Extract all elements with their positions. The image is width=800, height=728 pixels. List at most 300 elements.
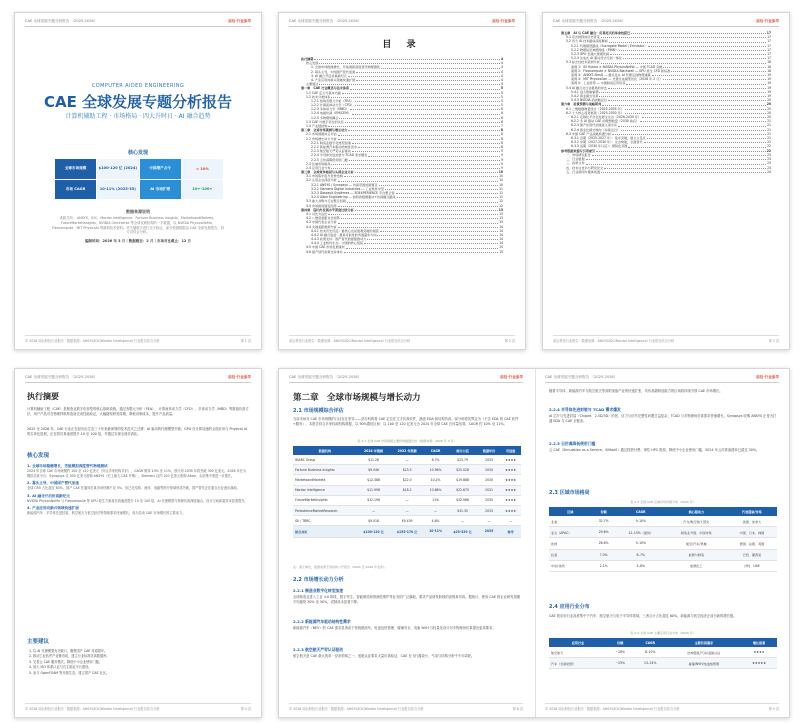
section-2-2-3-title: 2.2.3 航空航天严苛认证驱动 (293, 647, 344, 652)
toc-entry-page: 4 (500, 57, 503, 61)
toc-entry-page: 11 (499, 195, 503, 200)
toc-entry-page: 21 (767, 119, 771, 124)
compile-date: 编制时间：2026 年 3 月｜数据截至：2 月｜市场对比截止：12 月 (84, 239, 192, 243)
table-header-cell: 增长前景 (741, 638, 777, 647)
toc-entry-text: 5.1 范式转移的历史背景 (566, 35, 600, 40)
toc-leader (344, 174, 498, 177)
table-cell: ~25% (607, 658, 634, 669)
toc-leader (346, 245, 498, 248)
toc-entry-page: 19 (767, 81, 771, 86)
toc-entry-text: 6.3 中国 CAE 产业战略机遇分析 (566, 131, 612, 136)
toc-entry-text: 3.2.2 Siemens Digital Industries — 工业软件中坚 (311, 186, 384, 191)
toc-leader (341, 216, 498, 219)
finding-text: NVIDIA PhysicsNeMo 与 Flexcompute 等 GPU 原生方案将仿真速度提升 10 至 100 倍，AI 代理模型与物理仿真深度融合，设计空间探索效率显著提升。 (27, 498, 248, 503)
table-cell: ★★★★ (500, 455, 521, 465)
table-cell: — (390, 455, 424, 465)
toc-entry-page: 23 (767, 152, 771, 157)
table-cell: $32.988 (447, 495, 478, 505)
toc-entry-text: 2.4 应用行业分布 (306, 165, 331, 170)
toc-entry-page: 21 (767, 131, 771, 136)
toc-leader (319, 82, 500, 85)
toc-leader (628, 144, 766, 147)
toc-entry-page: 5 (501, 103, 503, 108)
section-2-3-title: 2.3 区域市场格局 (549, 490, 590, 496)
table-cell: — (390, 505, 424, 515)
toc-entry-text: 案例 3：ANSYS SimAI — 傻瓜化从 AI 代理走到物理建模 (571, 73, 651, 78)
toc-entry-page: 4 (501, 77, 503, 82)
toc-entry-page: 20 (767, 98, 771, 103)
spread-divider (535, 369, 536, 717)
toc-leader (397, 195, 499, 198)
toc-entry-text: 三、政策文件 (566, 161, 585, 166)
metric-label: 市场 CAGR (55, 180, 96, 200)
findings-title: 核心发现 (27, 453, 50, 459)
toc-leader (623, 56, 766, 59)
cover-page[interactable] (14, 12, 262, 350)
toc-entry-text: 四、技术白皮书与研究论文 (566, 165, 604, 170)
toc-entry-text: 3.2.1 ANSYS / Synopsys — 仿真帝国的新篇章 (311, 182, 378, 187)
table-cell: 参考 (500, 526, 521, 537)
toc-leader (348, 128, 499, 131)
toc-leader (377, 233, 498, 236)
toc-entry-text: 5.4.2 商业模式变革 (571, 94, 599, 99)
exec-intro-2: 2025 至 2026 年，CAE 行业正在经历由生态三十年来最深刻的技术范式之迁移：AI 驱动的代理模型突破、GPU 在计算加速的全面应用与 Physical AI 的实体化进展，正在将仿真速度提升 10 至 100 倍，并通过实现全面仿真化。 (27, 427, 248, 436)
toc-entry-text: 6.1 二维数据增量统计（2025-2035 年） (566, 106, 624, 111)
metric-value: $100-120 亿 (2024) (97, 159, 138, 179)
toc-leader (652, 73, 767, 76)
toc-entry-page: 9 (501, 161, 503, 166)
table-cell: ★★★★ (500, 495, 521, 505)
table-cell: $155-170 亿 (390, 526, 424, 537)
table-cell: 制造业升级、中国市场 (666, 527, 727, 538)
toc-leader (352, 149, 500, 152)
footer-source: © 2026 前沿科技行业报告 · 数据来源：ANSYS/IDC/Mordor Intelligence/ 行业报告综合分析 (545, 707, 680, 711)
toc-entry-text: 3.4 市场格局演变趋势 (306, 203, 337, 208)
header-brand: 前沿·行业参考 (500, 375, 523, 379)
table-cell: 欧洲 (549, 538, 592, 549)
table-cell: ~28% (607, 647, 634, 658)
table-cell: 综合共识 (293, 526, 357, 537)
toc-entry-text: 2.2.1 制造业数字化转型加速 (311, 140, 351, 145)
header-title: CAE 全球发展专题分析报告 （2025-2026） (289, 19, 362, 23)
table-header-cell: 份额 (607, 638, 634, 647)
toc-entry-page: 17 (767, 35, 771, 40)
toc-entry-text: 4.6 国产替代政策支持体系 (306, 249, 343, 254)
table-cell: 10.96% (424, 465, 447, 475)
page-footer (553, 335, 779, 343)
table-header-cell: 份额 (592, 507, 616, 516)
toc-leader (586, 157, 767, 160)
table-cell: 2031 (478, 485, 500, 495)
toc-entry-text: 3.2 头部企业深度分析 (306, 178, 337, 183)
table-row (549, 549, 777, 560)
toc-leader (355, 208, 498, 211)
toc-entry-text: 第三章 全球竞争格局与头部企业分析 (301, 170, 354, 175)
toc-entry-page: 18 (767, 68, 771, 73)
toc-entry-text: 5.3 标志性技术案例分析 (566, 60, 600, 65)
toc-leader (338, 204, 498, 207)
table-cell: 13–14% (634, 658, 667, 669)
table-cell: Mordor Intelligence (293, 485, 357, 495)
toc-entry-text: 6.2.4 商业化模式转向（持续运行） (571, 127, 621, 132)
toc-entry[interactable] (561, 170, 771, 174)
exec-title: 执行摘要 (27, 392, 59, 401)
toc-entry-page: 14 (499, 228, 503, 233)
table-cell: ★★★★ (500, 475, 521, 485)
table-cell: 10-11% (424, 526, 447, 537)
toc-entry-text: 第六章 前景预测与战略研判 (561, 102, 602, 107)
table-cell: 32.7% (592, 516, 616, 527)
toc-entry-text: 案例 4：MIT PhysicsGen — 光谱生成模型优化（2026 年 2 月） (571, 77, 663, 82)
toc-entry-page: 14 (499, 232, 503, 237)
toc-leader (331, 166, 500, 169)
table-cell: 能源与制造 (666, 549, 727, 560)
recommendations-list (29, 649, 249, 676)
header-brand: 前沿·行业参考 (756, 19, 779, 23)
toc-entry-text: 6.3.2 中期（2027-2030 年）：生态构建，全面替代 (571, 140, 643, 145)
toc-leader (601, 60, 766, 63)
table-cell: 9–10% (616, 516, 666, 527)
footer-source: 前沿科技行业报告 · 数据来源：ANSYS/IDC/Mordor Intelligence/ 行业报告综合分析 (553, 339, 675, 343)
toc-entry-page: 6 (501, 111, 503, 116)
table-cell: 5–6% (616, 560, 666, 571)
executive-summary-page[interactable] (14, 368, 262, 718)
toc-entry-text: 2.2 市场增长动力分析 (306, 136, 337, 141)
table-row (549, 527, 777, 538)
table-cell: $22.0 (390, 475, 424, 485)
region-table-caption: 表 2-3 全球 CAE 区域市场份额分布（2024 年） (630, 500, 696, 504)
toc-entry-text: 2.1 市场规模综合评估 (306, 132, 337, 137)
toc-leader (348, 74, 500, 77)
table-cell: — (357, 505, 391, 515)
toc-entry-page: 4 (501, 65, 503, 70)
toc-entry-text: 5.4 AI 融合对行业格局的冲击 (566, 85, 607, 90)
finding-heading: 4. 产业应用向新兴领域快速扩展 (27, 506, 79, 510)
toc-leader (350, 86, 500, 89)
finding-heading: 3. AI 融合开启仿真新纪元 (27, 493, 70, 498)
toc-entry-text: 4.2 八维度差距对比矩阵 (306, 216, 340, 221)
toc-entry-page: 21 (767, 136, 771, 141)
page-header (553, 19, 779, 27)
toc-leader (602, 102, 765, 105)
table-cell: 8–10% (634, 647, 667, 658)
toc-entry-text: 第一章 CAE 行业概述与技术体系 (301, 86, 350, 91)
toc-entry-page: 24 (767, 169, 771, 174)
toc-entry-page: 17 (766, 31, 771, 35)
industry-table (549, 638, 777, 669)
toc-entry-page: 19 (767, 94, 771, 99)
toc-entry-page: 9 (501, 149, 503, 154)
toc-leader (347, 199, 498, 202)
toc-entry-page: 20 (767, 110, 771, 115)
toc-entry-text: 五、行业新闻与媒体报道 (566, 169, 601, 174)
metric-value: 10-11% (2025-35) (97, 180, 138, 200)
toc-entry-page: 18 (767, 64, 771, 69)
toc-entry-page: 5 (500, 86, 503, 91)
table-cell: 6–7% (616, 549, 666, 560)
table-cell: MarketsandMarkets (293, 475, 357, 485)
header-title: CAE 全球发展专题分析报告 （2025-2026） (25, 375, 98, 379)
metric-label: 中国增产占今 (140, 159, 181, 179)
table-cell: 中国、日本、韩国 (727, 527, 777, 538)
toc-entry-page: 8 (501, 132, 503, 137)
industry-table-caption: 表 2-4 全球 CAE 主要应用行业分布（2024 年） (630, 631, 696, 635)
table-cell: 29.6% (592, 527, 616, 538)
toc-leader (640, 119, 766, 122)
page-number: 第 8 页 (512, 707, 523, 711)
finding-heading: 1. 全球市场稳健增长，芳能模拟深度替代物理测试 (27, 464, 108, 468)
table-row (293, 455, 521, 465)
toc-leader (618, 123, 766, 126)
table-cell: $31.35 (447, 505, 478, 515)
table-cell: 2033 (478, 455, 500, 465)
toc-entry-text: 第五章 AI 与 CAE 融合：仿真范式的革命性跃迁 (561, 31, 631, 35)
footer-source: © 2026 前沿科技行业报告 · 数据来源：ANSYS/IDC/Mordor Intelligence/ 行业报告综合分析 (25, 339, 160, 343)
toc-leader (338, 220, 498, 223)
toc-entry-page: 4 (501, 69, 503, 74)
page-number: 第 3 页 (768, 339, 779, 343)
table-row (293, 495, 521, 505)
table-cell: ★★★★ (500, 465, 521, 475)
table-cell: 汽车/航空航天领先 (666, 516, 727, 527)
toc-entry-text: 3. AI 融合开启仿真新纪元 (311, 73, 347, 78)
toc-entry-text: 1.2.1 结构有限元分析（FEA） (311, 98, 354, 103)
table-cell: 2.1% (592, 560, 616, 571)
toc-entry-page: 23 (767, 161, 771, 166)
toc-leader (352, 111, 500, 114)
toc-entry-page: 22 (767, 144, 771, 149)
toc-leader (314, 57, 499, 60)
toc-leader (601, 35, 766, 38)
toc-entry-text: 5.2 四大 AI 技术路线深度解析 (566, 39, 608, 44)
table-cell: $100-120 亿 (357, 526, 391, 537)
toc-entry-text: 1.3 CAE 与数字孪生的关系 (306, 119, 344, 124)
toc-leader (338, 132, 500, 135)
table-cell: 美国、加拿大 (727, 516, 777, 527)
toc-leader (586, 161, 767, 164)
table-cell: $9.018 (357, 516, 391, 526)
table-cell: 2033 (478, 505, 500, 515)
toc-entry-text: 参考数据来源与引用索引 (561, 148, 596, 153)
toc-entry-page: 14 (499, 241, 503, 246)
toc-entry-text: 6.3.3 远期（2030 年以后）：国际化突围 (571, 144, 628, 149)
toc-leader (331, 95, 500, 98)
exec-intro: 计算机辅助工程（CAE）是制造业数字化转型的核心基础设施。通过有限元分析（FEA）、计算流体动力学（CFD）、多体动力学（MBD）等数值仿真方法，用户产品可在物理样机制造前完成性能验证，大幅缩短研发周期，降低试制成本，提升产品质量。 (27, 407, 249, 416)
table-cell: 巴西、墨西哥 (727, 549, 777, 560)
toc-page[interactable] (278, 12, 526, 350)
section-2-2-2-title: 2.2.2 新能源汽车驱动结构性需求 (293, 619, 351, 624)
toc-entry-text: 执行摘要 (301, 57, 314, 61)
table-cell: ★★★★ (500, 485, 521, 495)
toc-entry-text: 6.2 十大核心趋势展望（2025-2030 年） (566, 110, 624, 115)
chapter2-spread[interactable] (278, 368, 790, 718)
table-cell: IMARC Group (293, 455, 357, 465)
table-cell: 10.68% (424, 485, 447, 495)
page-header (25, 19, 251, 27)
toc-entry-text: 2.2.4 半导体先进封装与 TCAD 需求爆发 (311, 153, 368, 158)
toc-leader (367, 237, 498, 240)
page-number: 第 4 页 (240, 707, 251, 711)
toc-entry-page: 11 (499, 186, 503, 191)
section-2-2-1-text: 全球制造业进入工业 4.0 阶段，数字孪生、智能制造和预测性维护等业务的广泛落地，要求产品研发阶段的高保真仿真。据统计，使用 CAE 的企业研发周期平均缩短 30% 至 50%，试制成本显著下降。 (293, 595, 521, 604)
toc-leader (344, 250, 498, 253)
page-footer (289, 335, 515, 343)
toc-leader (381, 65, 500, 68)
table-row (549, 560, 777, 571)
toc-leader (648, 44, 766, 47)
table-cell: 8.7% (424, 455, 447, 465)
header-brand: 前沿·行业参考 (228, 19, 251, 23)
section-2-2-2-text: 新能源汽车（BEV）的 CAE 需求显著高于传统燃油车。电池包热管理、碰撞安全、电驱 NVH 与轻量化设计对多物理场仿真提出更高要求。 (293, 626, 496, 630)
section-2-4-text: CAE 的应用行业高度集中于汽车、航空航天与电子半导体领域，三者合计占比超过 60%。新能源与低空经济正成为新的增长极。 (549, 614, 737, 618)
toc-entry-page: 9 (501, 165, 503, 170)
finding-heading: 2. 寡头主导，中国国产替代加速 (27, 481, 79, 485)
toc-entry-text: 2.3 区域市场格局 (306, 161, 331, 166)
table-cell: ★★★★★ (741, 658, 777, 669)
table-cell: 2030 (478, 475, 500, 485)
table-cell: 2035 (478, 526, 500, 537)
toc-leader (352, 141, 500, 144)
table-cell: 12–15%（最快） (616, 527, 666, 538)
table-cell: PersistenceMarketResearch (293, 505, 357, 515)
toc-list (301, 57, 503, 254)
table-cell: $25.028 (447, 465, 478, 475)
section-2-2-title: 2.2 市场增长动力分析 (293, 577, 344, 583)
toc-entry-text: 案例 1：Sil Hystra × NVIDIA PhysicsNeMo — 中国 TCAD 突破 (571, 64, 663, 69)
toc-entry-text: 4.4.4 工业软件生态：中国的核心短板 (311, 241, 364, 246)
table-row (549, 658, 777, 669)
toc-entry-page: 10 (499, 182, 503, 187)
data-source-text: 来源方面 ：ANSYS、IDC、Mordor Intelligence、Fortune Business Insights、MarketsandMarkets、FutureMarketInsights、NVIDIA Omniverse 等全球权威机构的一手数据，以 NVIDIA PhysicsNeMo、Flexcompute、MIT PhysicsAI 等最新技术资料。对关键数字进行交叉验证，部分预测数据由 CAE 全球发展报告，四方对综合分析。 (52, 216, 224, 235)
toc-leader (368, 153, 500, 156)
page-footer (25, 335, 251, 343)
footer-source: © 2026 前沿科技行业报告 · 数据来源：ANSYS/IDC/Mordor Intelligence/ 行业报告综合分析 (25, 707, 160, 711)
table-cell: $11.998 (357, 485, 391, 495)
table-cell: — (390, 495, 424, 505)
section-2-2-5-text: 云 CAE（Simulation as a Service，SiMaaS）通过按需付费、弹性 HPC 资源，降低中小企业使用门槛，2024 年云仿真渗透率已超过 30%。 (549, 448, 760, 452)
toc-title: 目 录 (382, 40, 422, 50)
toc-entry-page: 14 (499, 224, 503, 229)
page-footer (289, 703, 523, 711)
toc-entry-text: 2.2.2 新能源汽车驱动结构性需求 (311, 144, 357, 149)
toc-leader (592, 153, 766, 156)
table-header-cell: 2024 年规模 (357, 446, 391, 455)
toc-entry-text: 4.4.2 AI 融合追赶：最具可能性的弯道超车方向 (311, 232, 377, 237)
toc-leader (599, 94, 766, 97)
market-size-table (293, 446, 521, 538)
toc-entry-page: 20 (767, 106, 771, 111)
toc-entry-text: 6.3.1 近期（2025-2027 年）：集中突破，建立立足点 (571, 136, 646, 141)
toc-entry-text: 4.4.1 技术历史沉淀：最核心也是最难突破的差距 (311, 228, 379, 233)
toc-entry-text: 4. 产业应用向新兴领域快速扩展 (311, 77, 356, 82)
table-cell: Fortune Business Insights (293, 465, 357, 475)
table-cell: $18.2 (390, 485, 424, 495)
toc-entry-text: 2. 寡头主导，中国国产替代加速 (311, 69, 356, 74)
toc-leader (647, 136, 766, 139)
toc-entry-text: 5.2.2 物理信息神经网络（PINN） (571, 47, 619, 52)
toc-leader (626, 81, 766, 84)
page-header (289, 375, 523, 383)
toc-entry-page: 17 (767, 39, 771, 44)
table-header-cell: CAGR (634, 638, 667, 647)
toc-entry-page: 6 (501, 119, 503, 124)
toc-entry-page: 5 (501, 98, 503, 103)
toc-entry-page: 10 (499, 178, 503, 183)
toc-entry-text: 案例 5：工业使用 — 中国制造应用场景 (571, 81, 626, 86)
toc-page-2[interactable] (542, 12, 790, 350)
table-header-cell: 数据机构 (293, 446, 357, 455)
toc-entry-page: 17 (767, 52, 771, 57)
toc-leader (663, 65, 766, 68)
section-2-2-1-title: 2.2.1 制造业数字化转型加速 (293, 588, 344, 593)
table-row (293, 485, 521, 495)
toc-entry-text: 2.2.3 航空航天严苛认证驱动 (311, 149, 351, 154)
metric-label: 全球市场规模 (55, 159, 96, 179)
toc-leader (604, 166, 766, 169)
table-cell: $9.046 (357, 465, 391, 475)
table-cell: 11% (424, 495, 447, 505)
page-header (289, 19, 515, 27)
toc-entry-page: 4 (501, 82, 503, 87)
table-cell: 28.6% (592, 538, 616, 549)
toc-leader (331, 162, 500, 165)
toc-entry-text: 1.1 CAE 定义与基本内涵 (306, 90, 341, 95)
table-row (549, 647, 777, 658)
toc-entry[interactable] (301, 250, 503, 254)
toc-entry-page: 8 (500, 128, 503, 133)
toc-entry-page: 19 (767, 77, 771, 82)
toc-entry-text: 1.2.3 多体动力学（MBD） (311, 107, 349, 112)
toc-entry-page: 13 (499, 211, 503, 216)
toc-entry-page: 15 (499, 249, 503, 254)
cover-tagline: 计算机辅助工程 · 市场格局 · 四大升时日 · AI 融合趋势 (65, 113, 211, 120)
toc-leader (608, 98, 766, 101)
toc-entry-text: 5.2.3 GPU 加速大规模仿真 (571, 52, 610, 57)
toc-entry-page: 6 (501, 115, 503, 120)
toc-leader (358, 145, 500, 148)
toc-entry-text: 5.2.4 生成式 AI 驱动设计空间一体化 (571, 56, 622, 61)
header-title: CAE 全球发展专题分析报告 （2025-2026） (25, 19, 98, 23)
toc-entry-text: 1.4 产业链结构 (306, 124, 328, 128)
section-2-2-4-title: 2.2.4 半导体先进封装与 TCAD 需求爆发 (549, 407, 621, 412)
toc-entry-text: 主要建议 (306, 82, 319, 87)
toc-entry-text: 1.2.5 多物理场耦合 (311, 115, 339, 120)
findings-list (27, 461, 249, 516)
toc-entry-page: 21 (767, 123, 771, 128)
toc-entry-text: 5.4.3 NVIDIA 的战略定位 (571, 98, 608, 103)
section-2-1-title: 2.1 市场规模综合评估 (293, 408, 344, 414)
toc-leader (338, 225, 498, 228)
toc-entry-page: 22 (767, 140, 771, 145)
toc-entry-page: 12 (499, 199, 503, 204)
header-title: CAE 全球发展专题分析报告 （2025-2026） (553, 19, 626, 23)
table-cell: 2034 (478, 465, 500, 475)
toc-leader (345, 120, 500, 123)
table-header-cell: 代表国家/市场 (727, 507, 777, 516)
table-cell: 航空航天 (549, 647, 607, 658)
toc-entry-page: 10 (498, 170, 503, 175)
toc-leader (609, 39, 766, 42)
table-row (293, 516, 521, 526)
table-cell: — (424, 505, 447, 515)
toc-leader (328, 124, 500, 127)
toc-entry-text: 4.5 中国 CAE 市场发展现状 (306, 245, 345, 250)
toc-leader (342, 91, 500, 94)
page-number: 第 9 页 (768, 707, 779, 711)
table-header-cell: 核心驱动力 (666, 507, 727, 516)
page-footer-right (545, 703, 779, 711)
table-cell: — (500, 516, 521, 526)
